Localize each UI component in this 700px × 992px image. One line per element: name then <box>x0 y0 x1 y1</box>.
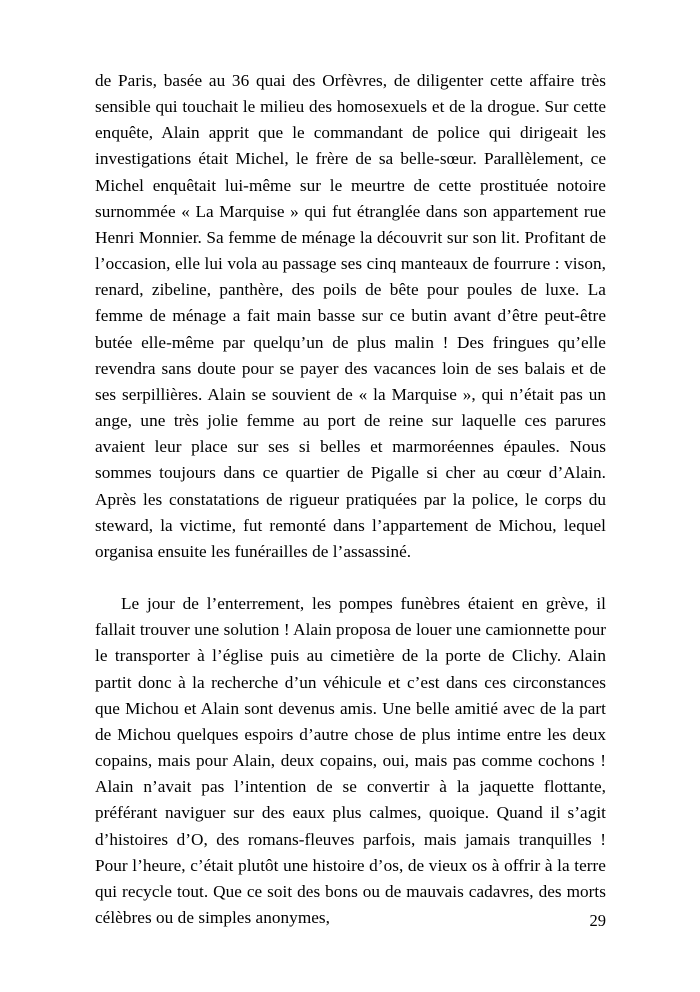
body-paragraph-burial-day: Le jour de l’enterrement, les pompes funèbres étaient en grève, il fallait trouver une solution ! Alain proposa de louer une camionnette pour le transporter à l’église puis au cimetière de la porte de Clichy. Alain partit donc à la recherche d’un véhicule et c’est dans ces circonstances que Michou et Alain sont devenus amis. Une belle amitié avec de la part de Michou quelques espoirs d’autre chose de plus intime entre les deux copains, mais pour Alain, deux copains, oui, mais pas comme cochons ! Alain n’avait pas l’intention de se convertir à la jaquette flottante, préférant naviguer sur des eaux plus calmes, quoique. Quand il s’agit d’histoires d’O, des romans-fleuves parfois, mais jamais tranquilles ! Pour l’heure, c’était plutôt une histoire d’os, de vieux os à offrir à la terre qui recycle tout. Que ce soit des bons ou de mauvais cadavres, des morts célèbres ou de simples anonymes, <box>95 594 606 927</box>
body-paragraph-continued: de Paris, basée au 36 quai des Orfèvres, de diligenter cette affaire très sensible qui touchait le milieu des homosexuels et de la drogue. Sur cette enquête, Alain apprit que le commandant de police qui dirigeait les investigations était Michel, le frère de sa belle-sœur. Parallèlement, ce Michel enquêtait lui-même sur le meurtre de cette prostituée notoire surnommée « La Marquise » qui fut étranglée dans son appartement rue Henri Monnier. Sa femme de ménage la découvrit sur son lit. Profitant de l’occasion, elle lui vola au passage ses cinq manteaux de fourrure : vison, renard, zibeline, panthère, des poils de bête pour poules de luxe. La femme de ménage a fait main basse sur ce butin avant d’être peut-être butée elle-même par quelqu’un de plus malin ! Des fringues qu’elle revendra sans doute pour se payer des vacances loin de ses balais et de ses serpillières. Alain se souvient de « la Marquise », qui n’était pas un ange, une très jolie femme au port de reine sur laquelle ces parures avaient leur place sur ses si belles et marmoréennes épaules. Nous sommes toujours dans ce quartier de Pigalle si cher au cœur d’Alain. Après les constatations de rigueur pratiquées par la police, le corps du steward, la victime, fut remonté dans l’appartement de Michou, lequel organisa ensuite les funérailles de l’assassiné. <box>95 71 606 561</box>
paragraph-spacer <box>95 565 606 591</box>
page-text-block <box>95 68 606 931</box>
page-number: 29 <box>589 911 606 930</box>
